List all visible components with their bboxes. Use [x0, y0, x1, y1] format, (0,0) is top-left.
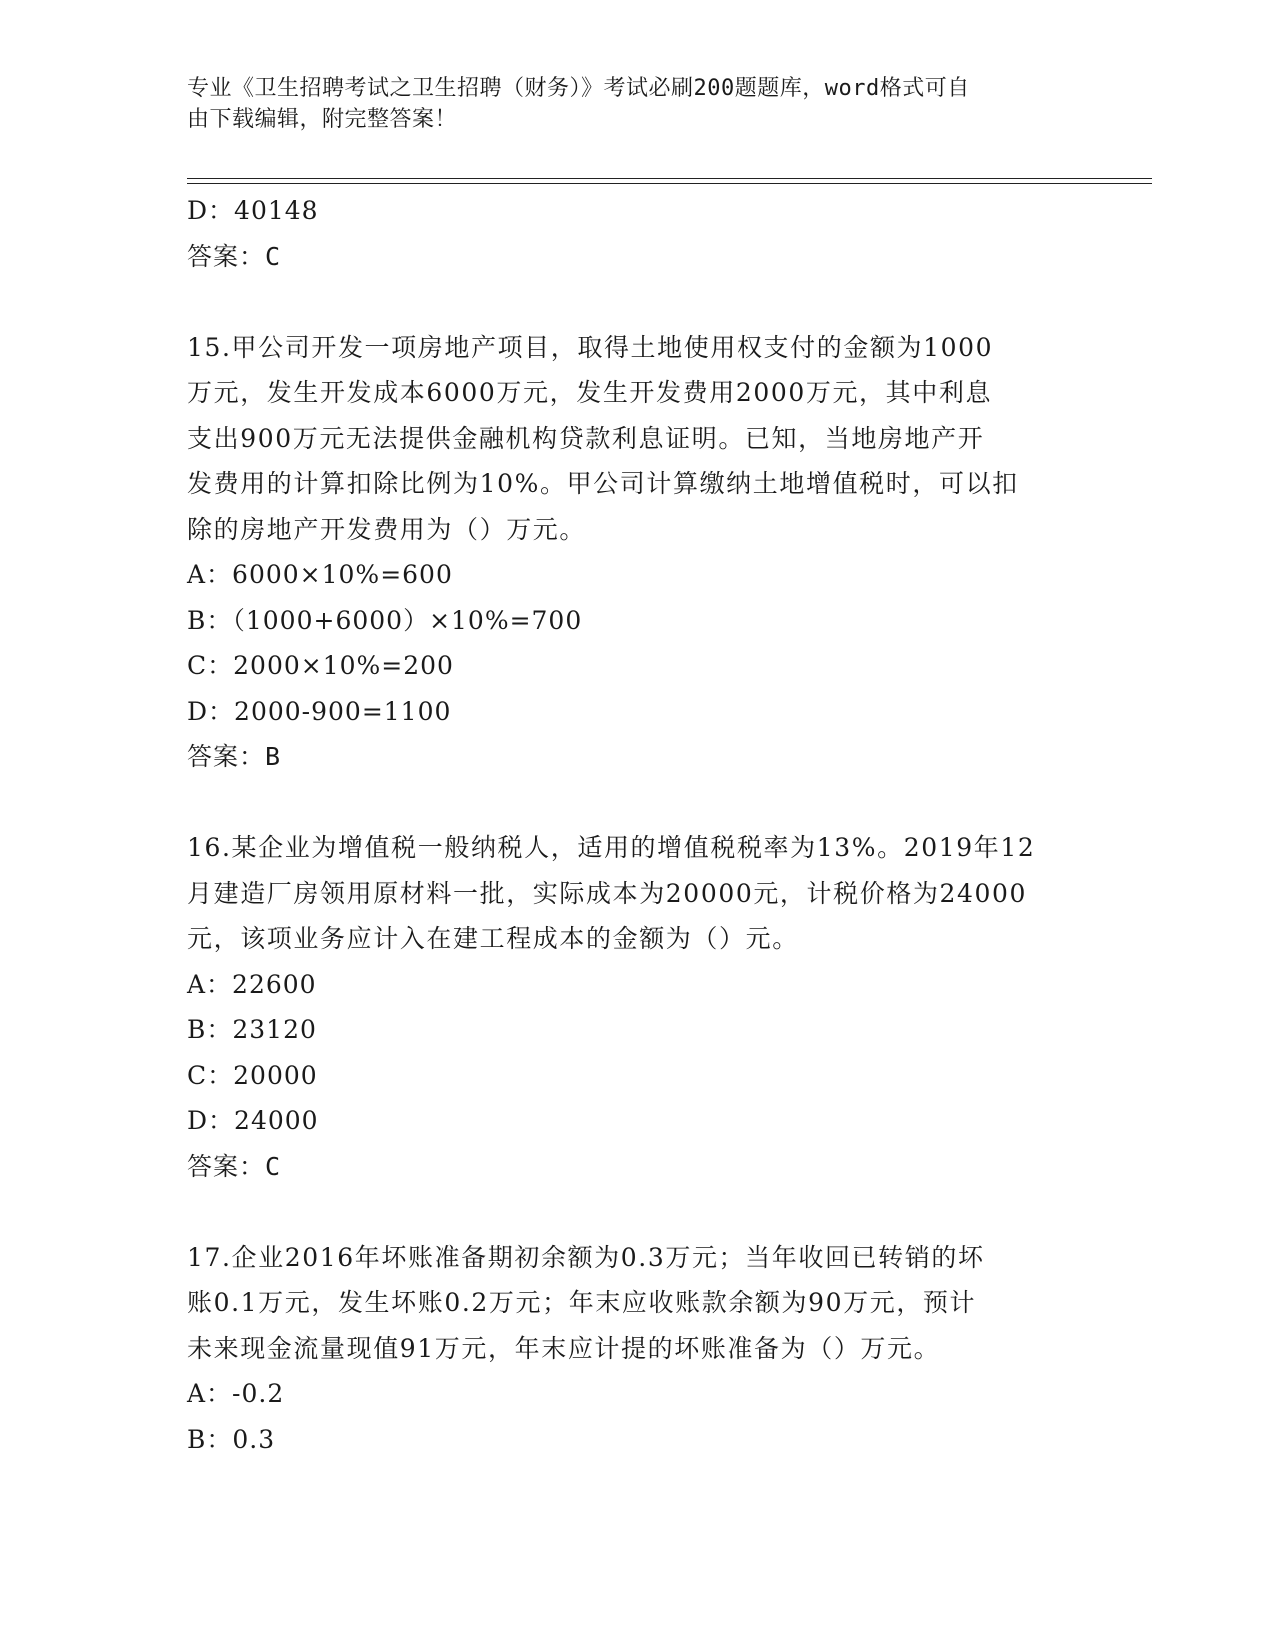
question-line: 15.甲公司开发一项房地产项目，取得土地使用权支付的金额为1000 [187, 332, 994, 362]
option-b: B：（1000+6000）×10%=700 [187, 605, 583, 635]
question-text [187, 825, 1087, 962]
option-c: C：2000×10%=200 [187, 651, 454, 680]
document-header [187, 73, 1067, 135]
option-a: A：-0.2 [187, 1379, 285, 1408]
answer-line: 答案：C [187, 241, 282, 271]
question-line: 未来现金流量现值91万元，年末应计提的坏账准备为（）万元。 [187, 1333, 941, 1363]
spacer [187, 780, 1087, 826]
option-d: D：2000-900=1100 [187, 696, 452, 726]
answer-line: 答案：B [187, 742, 282, 771]
option-c: C：20000 [187, 1060, 318, 1090]
question-15 [187, 325, 1087, 780]
question-16 [187, 825, 1087, 1189]
option-b: B：23120 [187, 1015, 317, 1044]
option-a: A：6000×10%=600 [187, 560, 453, 589]
question-17 [187, 1235, 1087, 1463]
question-line: 发费用的计算扣除比例为10%。甲公司计算缴纳土地增值税时，可以扣 [187, 469, 1019, 498]
header-divider-bottom [187, 183, 1152, 184]
question-line: 支出900万元无法提供金融机构贷款利息证明。已知，当地房地产开 [187, 423, 985, 453]
question-line: 万元，发生开发成本6000万元，发生开发费用2000万元，其中利息 [187, 378, 993, 407]
spacer [187, 1189, 1087, 1235]
question-line: 账0.1万元，发生坏账0.2万元；年末应收账款余额为90万元，预计 [187, 1288, 977, 1317]
option-b: B：0.3 [187, 1424, 276, 1454]
question-text [187, 1235, 1087, 1372]
option-d: D：40148 [187, 196, 319, 225]
question-text [187, 325, 1087, 553]
answer-line: 答案：C [187, 1151, 282, 1181]
question-line: 17.企业2016年坏账准备期初余额为0.3万元；当年收回已转销的坏 [187, 1242, 985, 1272]
document-body [187, 188, 1087, 1462]
header-line-1: 专业《卫生招聘考试之卫生招聘（财务）》考试必刷200题题库，word格式可自 [187, 76, 970, 101]
question-line: 元，该项业务应计入在建工程成本的金额为（）元。 [187, 924, 799, 953]
option-d: D：24000 [187, 1106, 319, 1135]
question-line: 月建造厂房领用原材料一批，实际成本为20000元，计税价格为24000 [187, 878, 1028, 908]
question-line: 16.某企业为增值税一般纳税人，适用的增值税税率为13%。2019年12 [187, 833, 1036, 862]
header-divider-top [187, 178, 1152, 179]
question-line: 除的房地产开发费用为（）万元。 [187, 514, 587, 544]
header-line-2: 由下载编辑，附完整答案！ [187, 107, 458, 132]
option-a: A：22600 [187, 969, 317, 999]
spacer [187, 279, 1087, 325]
